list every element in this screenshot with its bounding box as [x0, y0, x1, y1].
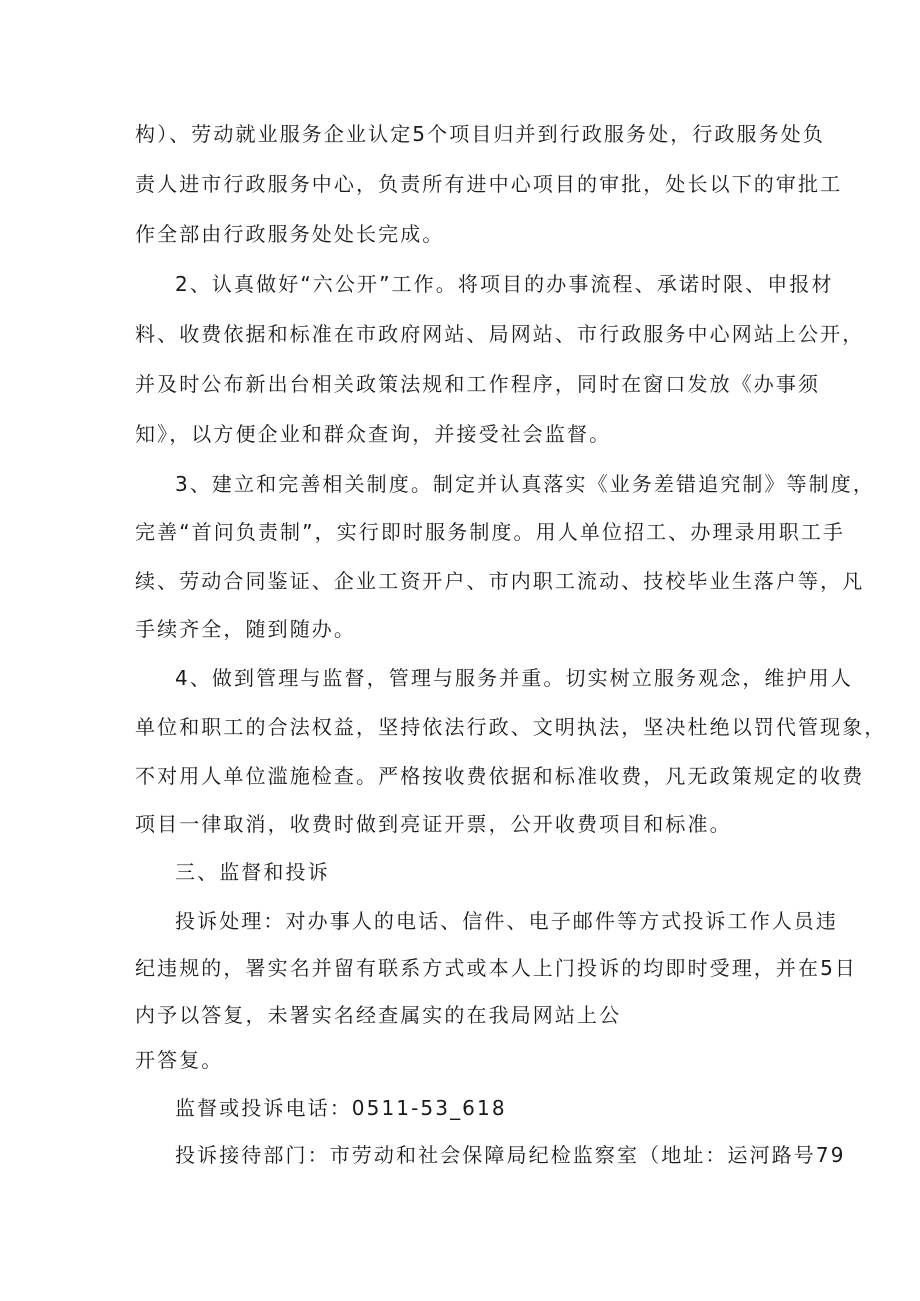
paragraph-line-5: 料、收费依据和标准在市政府网站、局网站、市行政服务中心网站上公开， [135, 322, 865, 346]
paragraph-line-19: 内予以答复，未署实名经查属实的在我局网站上公 [135, 1003, 622, 1027]
paragraph-line-15: 项目一律取消，收费时做到亮证开票，公开收费项目和标准。 [135, 812, 732, 836]
paragraph-line-3: 作全部由行政服务处处长完成。 [135, 222, 445, 246]
paragraph-line-2: 责人进市行政服务中心，负责所有进中心项目的审批，处长以下的审批工 [135, 172, 843, 196]
paragraph-line-18: 纪违规的，署实名并留有联系方式或本人上门投诉的均即时受理，并在5日 [135, 956, 858, 980]
paragraph-line-14: 不对用人单位滥施检查。严格按收费依据和标准收费，凡无政策规定的收费 [135, 764, 865, 788]
paragraph-line-10: 续、劳动合同鉴证、企业工资开户、市内职工流动、技校毕业生落户等，凡 [135, 569, 865, 593]
paragraph-line-7: 知》，以方便企业和群众查询，并接受社会监督。 [135, 422, 612, 446]
paragraph-line-17: 投诉处理：对办事人的电话、信件、电子邮件等方式投诉工作人员违 [175, 909, 838, 933]
paragraph-line-13: 单位和职工的合法权益，坚持依法行政、文明执法，坚决杜绝以罚代管现象， [135, 715, 887, 739]
paragraph-line-8: 3、建立和完善相关制度。制定并认真落实《业务差错追究制》等制度， [175, 472, 875, 496]
paragraph-line-12: 4、做到管理与监督，管理与服务并重。切实树立服务观念，维护用人 [175, 666, 853, 690]
paragraph-line-1: 构）、劳动就业服务企业认定5个项目归并到行政服务处，行政服务处负 [135, 122, 825, 146]
section-heading: 三、监督和投诉 [175, 860, 330, 884]
paragraph-line-4: 2、认真做好“六公开”工作。将项目的办事流程、承诺时限、申报材 [175, 272, 834, 296]
complaint-department-line: 投诉接待部门：市劳动和社会保障局纪检监察室（地址：运河路号79 [175, 1143, 846, 1167]
paragraph-line-11: 手续齐全，随到随办。 [135, 617, 356, 641]
paragraph-line-9: 完善“首问负责制”，实行即时服务制度。用人单位招工、办理录用职工手 [135, 520, 846, 544]
complaint-phone-line: 监督或投诉电话：0511-53_618 [175, 1096, 507, 1120]
paragraph-line-20: 开答复。 [135, 1048, 224, 1072]
paragraph-line-6: 并及时公布新出台相关政策法规和工作程序，同时在窗口发放《办事须 [135, 372, 821, 396]
